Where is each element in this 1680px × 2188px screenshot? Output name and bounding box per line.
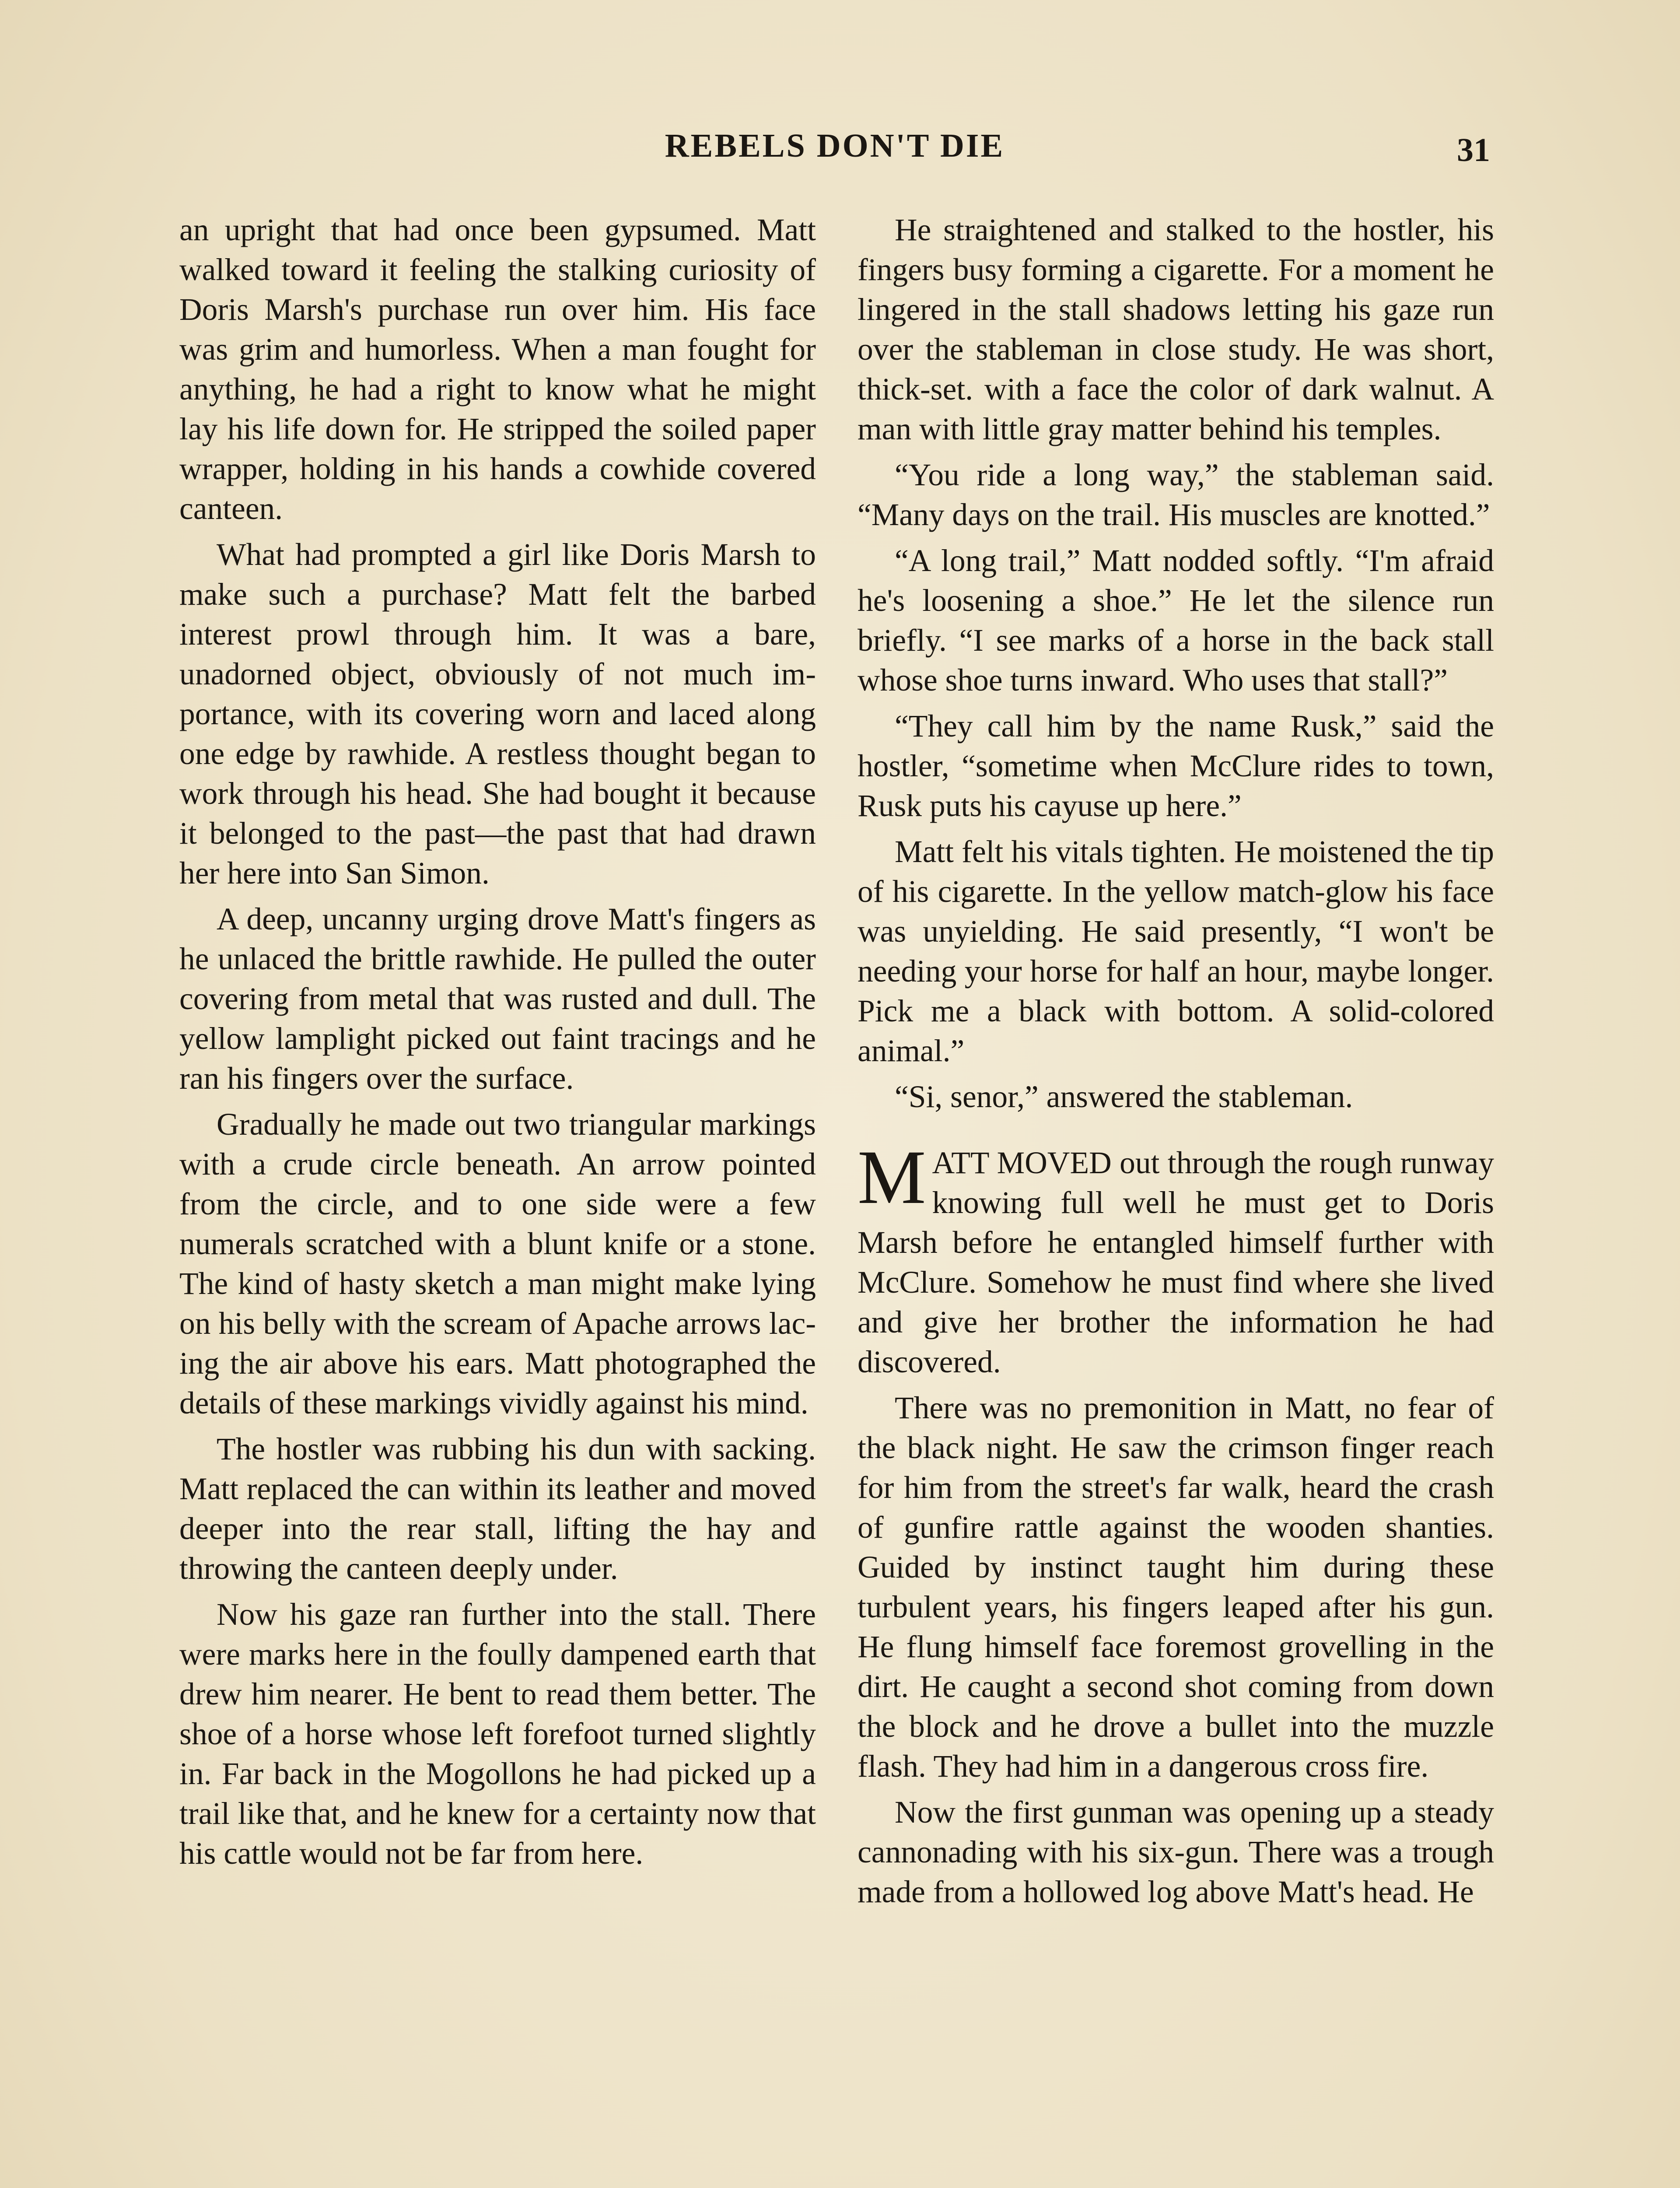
running-title-text: REBELS DON'T DIE [665, 127, 1005, 164]
paragraph: Now the first gunman was opening up a steady cannonading with his six-gun. There was a trough made from a hollowed log above Matt's head. He [858, 1795, 1494, 1909]
page-number: 31 [1457, 132, 1490, 168]
paragraph: “They call him by the name Rusk,” said the hostler, “sometime when McClure rides to town, Rusk puts his cayuse up here.” [858, 709, 1494, 823]
right-column [858, 210, 1494, 1918]
paragraph: What had prompted a girl like Doris Marsh to make such a purchase? Matt felt the barbed interest prowl through him. It was a bare, unadorned object, obviously of not much importance, with its covering worn and laced along one edge by rawhide. A restless thought began to work through his head. She had bought it because it belonged to the past—the past that had drawn her here into San Simon. [179, 537, 816, 891]
paragraph: an upright that had once been gypsumed. Matt walked toward it feeling the stalking curiosity of Doris Marsh's purchase run over him. His face was grim and humorless. When a man fought for anything, he had a right to know what he might lay his life down for. He stripped the soiled paper wrapper, holding in his hands a cowhide covered canteen. [179, 213, 816, 526]
opening-text: out through the rough runway knowing full well he must get to Doris Marsh before he entangled himself further with McClure. Somehow he must find where she lived and give her brother the information he had discovered. [858, 1146, 1494, 1379]
drop-cap: M [858, 1135, 926, 1220]
paragraph: “You ride a long way,” the stableman said. “Many days on the trail. His muscles are knotted.” [858, 458, 1494, 532]
paragraph: “A long trail,” Matt nodded softly. “I'm afraid he's loosening a shoe.” He let the silence run briefly. “I see marks of a horse in the back stall whose shoe turns inward. Who uses that stall?” [858, 543, 1494, 698]
paragraph: Gradually he made out two triangular markings with a crude circle beneath. An arrow pointed from the circle, and to one side were a few numerals scratched with a blunt knife or a stone. The kind of hasty sketch a man might make lying on his belly with the scream of Apache arrows lacing the air above his ears. Matt photographed the details of these markings vividly against his mind. [179, 1107, 816, 1420]
paragraph: Matt felt his vitals tighten. He moistened the tip of his cigarette. In the yellow match-glow his face was unyielding. He said presently, “I won't be needing your horse for half an hour, maybe longer. Pick me a black with bottom. A solid-colored animal.” [858, 835, 1494, 1068]
section-opening-paragraph [858, 1135, 1494, 1382]
left-column [179, 210, 816, 1879]
paragraph: “Si, senor,” answered the stableman. [895, 1080, 1353, 1114]
paragraph: There was no premonition in Matt, no fear of the black night. He saw the crimson finger reach for him from the street's far walk, heard the crash of gunfire rattle against the wooden shanties. Guided by instinct taught him during these turbulent years, his fingers leaped after his gun. He flung himself face foremost grovelling in the dirt. He caught a second shot coming from down the block and he drove a bullet into the muzzle flash. They had him in a dangerous cross fire. [858, 1391, 1494, 1784]
paragraph: Now his gaze ran further into the stall. There were marks here in the foully dampened earth that drew him nearer. He bent to read them better. The shoe of a horse whose left forefoot turned slightly in. Far back in the Mogollons he had picked up a trail like that, and he knew for a certainty now that his cattle would not be far from here. [179, 1597, 816, 1871]
paragraph: The hostler was rubbing his dun with sacking. Matt replaced the can within its leather and moved deeper into the rear stall, lifting the hay and throwing the canteen deeply under. [179, 1432, 816, 1586]
paragraph: A deep, uncanny urging drove Matt's fingers as he unlaced the brittle rawhide. He pulled the outer covering from metal that was rusted and dull. The yellow lamplight picked out faint tracings and he ran his fingers over the surface. [179, 902, 816, 1096]
paragraph: He straightened and stalked to the hostler, his fingers busy forming a cigarette. For a moment he lingered in the stall shadows letting his gaze run over the stableman in close study. He was short, thick-set. with a face the color of dark walnut. A man with little gray matter behind his temples. [858, 213, 1494, 446]
lead-in: ATT MOVED [932, 1146, 1112, 1180]
running-title [0, 127, 1680, 165]
